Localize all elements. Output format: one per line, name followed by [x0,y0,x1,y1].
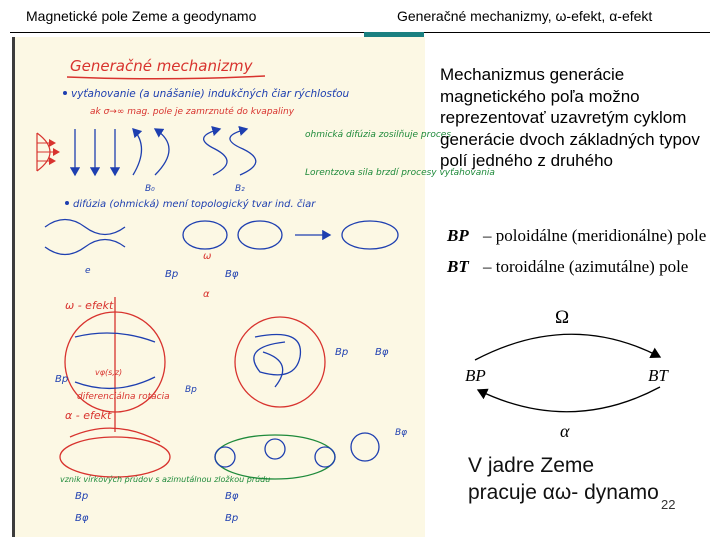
page-number: 22 [661,497,676,512]
label-bz: B₂ [235,184,245,194]
label-bp-omega2: Bp [185,385,197,395]
definition-poloidal [447,226,706,246]
label-e: e [85,266,91,276]
notes-title: Generačné mechanizmy [70,57,253,75]
cycle-omega: Ω [555,307,570,328]
title-underline [67,76,265,79]
topology-sketches [45,220,398,255]
header-divider [10,32,710,33]
cycle-bp: BP [465,366,486,385]
notes-line3: difúzia (ohmická) mení topologický tvar ind. čiar [73,199,316,210]
text-toroidal: – toroidálne (azimutálne) pole [483,257,689,276]
label-bphi-alpha2: Bφ [225,491,239,502]
notes-side2: Lorentzova sila brzdí procesy vyťahovania [305,168,495,178]
omega-arrow [475,334,660,360]
notes-side1: ohmická difúzia zosilňuje proces [305,130,452,140]
cycle-bt: BT [648,366,668,385]
symbol-bp: BP [447,226,469,245]
label-b0: B₀ [145,184,155,194]
bullet [65,201,69,205]
label-bp-alpha: Bp [75,491,89,502]
alpha-arrow [478,387,660,412]
generation-cycle-diagram [440,295,710,450]
label-vz: vφ(s,z) [95,368,123,377]
label-bp-mini: Bp [165,269,179,280]
notes-diff-rot: diferenciálna rotácia [77,392,170,402]
header-right-title: Generačné mechanizmy, ω-efekt, α-efekt [397,8,653,24]
notes-alpha-label: α - efekt [65,409,112,422]
bullet [63,91,67,95]
notes-line1: vyťahovanie (a unášanie) indukčných čiar rýchlosťou [71,88,350,100]
label-bphi-alpha: Bφ [75,513,89,524]
cycle-alpha: α [560,421,570,441]
label-omega-small: ω [203,251,212,262]
dynamo-line2: pracuje αω- dynamo [468,481,659,504]
label-alpha-small: α [203,289,210,300]
label-bphi-omega: Bφ [375,347,389,358]
notes-alpha-note: vznik vírkových prúdov s azimutálnou zložkou prúdu [60,475,271,484]
text-poloidal: – poloidálne (meridionálne) pole [483,226,707,245]
header-left-title: Magnetické pole Zeme a geodynamo [26,8,257,24]
label-bp-omega3: Bp [335,347,349,358]
notes-line2: ak σ→∞ mag. pole je zamrznuté do kvapaliny [90,107,295,117]
label-bp-omega: Bp [55,374,69,385]
alpha-effect-sketch [60,428,379,479]
field-stretching-sketch [37,129,256,194]
label-bphi-alpha3: Bφ [395,428,408,438]
notes-omega-label: ω - efekt [65,299,114,312]
symbol-bt: BT [447,257,469,276]
label-bphi-mini: Bφ [225,269,239,280]
dynamo-line1: V jadre Zeme [468,454,595,477]
dynamo-statement [468,452,659,506]
label-bp-alpha2: Bp [225,513,239,524]
mechanism-description: Mechanizmus generácie magnetického poľa možno reprezentovať uzavretým cyklom generácie dvoch základných typov polí jedného z druhého [440,65,700,170]
definition-toroidal [447,257,688,277]
